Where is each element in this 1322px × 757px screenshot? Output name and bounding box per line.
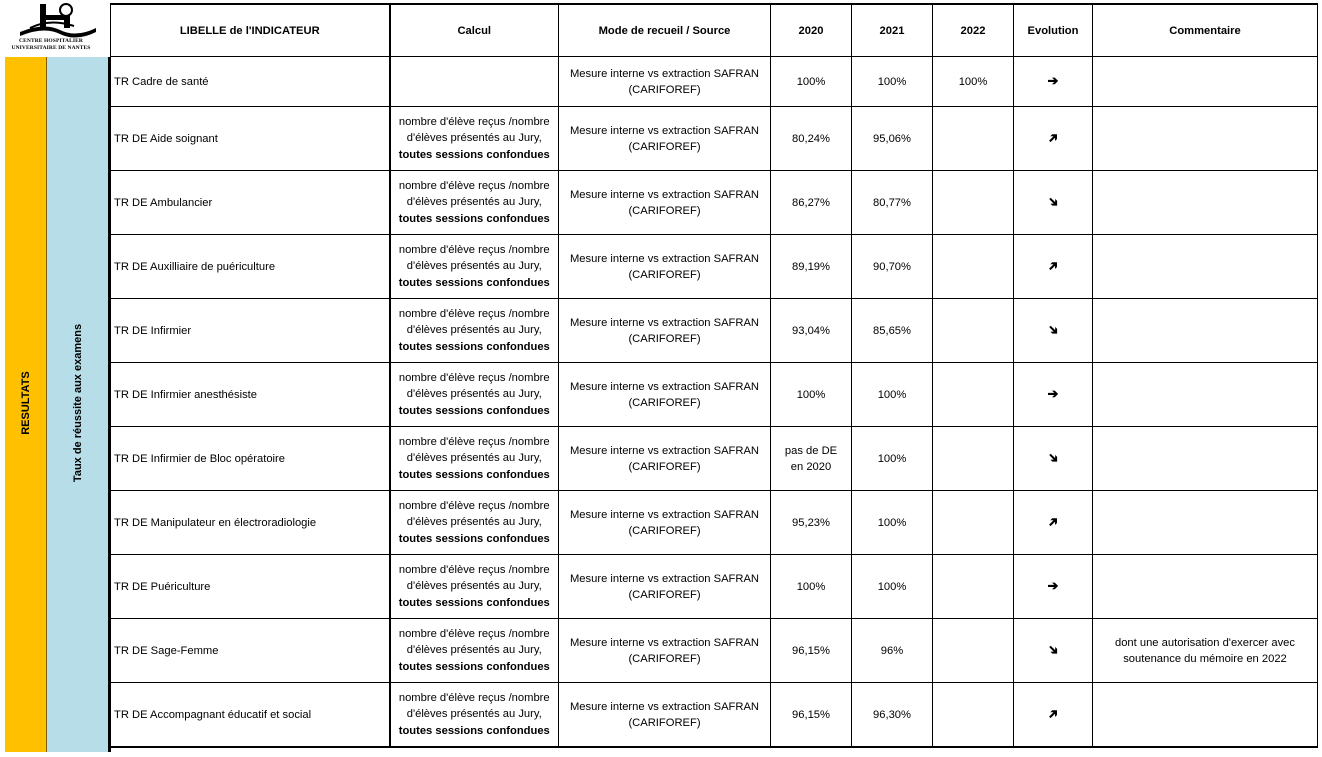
calc-line-3: toutes sessions confondues bbox=[398, 340, 550, 353]
header-commentaire: Commentaire bbox=[1093, 4, 1318, 57]
source-line-1: Mesure interne vs extraction SAFRAN bbox=[569, 444, 759, 457]
comment-cell bbox=[1093, 57, 1318, 107]
source-line-2: (CARIFOREF) bbox=[628, 268, 701, 281]
calc-line-3: toutes sessions confondues bbox=[398, 724, 550, 737]
value-2020 bbox=[771, 57, 852, 107]
value-2022 bbox=[933, 235, 1014, 299]
comment-line-2: soutenance du mémoire en 2022 bbox=[1123, 652, 1287, 665]
source-cell bbox=[559, 57, 771, 107]
source-cell bbox=[559, 299, 771, 363]
logo-emblem bbox=[14, 2, 100, 42]
indicator-label: TR DE Ambulancier bbox=[111, 171, 390, 235]
source-line-1: Mesure interne vs extraction SAFRAN bbox=[569, 700, 759, 713]
value-2020-line-2: en 2020 bbox=[790, 460, 832, 473]
value-2022 bbox=[933, 683, 1014, 748]
source-line-2: (CARIFOREF) bbox=[628, 396, 701, 409]
value-2022 bbox=[933, 363, 1014, 427]
calc-line-2: d'élèves présentés au Jury, bbox=[406, 324, 542, 337]
evolution-arrow-icon: ➔ bbox=[1047, 578, 1059, 593]
evolution-cell bbox=[1014, 491, 1093, 555]
source-line-2: (CARIFOREF) bbox=[628, 652, 701, 665]
header-libelle: LIBELLE de l'INDICATEUR bbox=[111, 4, 390, 57]
value-2020 bbox=[771, 427, 852, 491]
calc-line-2: d'élèves présentés au Jury, bbox=[406, 388, 542, 401]
calc-line-2: d'élèves présentés au Jury, bbox=[406, 644, 542, 657]
calc-line-2: d'élèves présentés au Jury, bbox=[406, 708, 542, 721]
value-2020 bbox=[771, 107, 852, 171]
value-2020 bbox=[771, 171, 852, 235]
value-2022 bbox=[933, 107, 1014, 171]
header-evolution: Evolution bbox=[1014, 4, 1093, 57]
calc-line-2: d'élèves présentés au Jury, bbox=[406, 452, 542, 465]
value-2021: 96,30% bbox=[852, 683, 933, 748]
value-2022: 100% bbox=[933, 57, 1014, 107]
calc-cell bbox=[390, 363, 559, 427]
section-label: RESULTATS bbox=[20, 371, 32, 435]
evolution-arrow-icon: ➔ bbox=[1047, 386, 1059, 401]
source-line-2: (CARIFOREF) bbox=[628, 524, 701, 537]
evolution-cell bbox=[1014, 427, 1093, 491]
header-2020: 2020 bbox=[771, 4, 852, 57]
source-line-1: Mesure interne vs extraction SAFRAN bbox=[569, 508, 759, 521]
calc-line-2: d'élèves présentés au Jury, bbox=[406, 580, 542, 593]
comment-cell bbox=[1093, 171, 1318, 235]
value-2022 bbox=[933, 299, 1014, 363]
source-line-2: (CARIFOREF) bbox=[628, 716, 701, 729]
source-line-2: (CARIFOREF) bbox=[628, 204, 701, 217]
indicator-label: TR DE Sage-Femme bbox=[111, 619, 390, 683]
indicator-label: TR DE Infirmier anesthésiste bbox=[111, 363, 390, 427]
value-2021: 80,77% bbox=[852, 171, 933, 235]
value-2020-line-1: 100% bbox=[796, 580, 826, 593]
calc-cell bbox=[390, 57, 559, 107]
source-line-1: Mesure interne vs extraction SAFRAN bbox=[569, 636, 759, 649]
table-row bbox=[111, 427, 1318, 491]
source-line-2: (CARIFOREF) bbox=[628, 83, 701, 96]
calc-cell bbox=[390, 491, 559, 555]
evolution-arrow-icon: ➔ bbox=[1043, 512, 1062, 531]
source-cell bbox=[559, 235, 771, 299]
comment-cell bbox=[1093, 683, 1318, 748]
evolution-cell bbox=[1014, 363, 1093, 427]
category-label: Taux de réussite aux examens bbox=[72, 323, 84, 483]
table-row bbox=[111, 491, 1318, 555]
comment-cell bbox=[1093, 555, 1318, 619]
value-2020-line-1: 86,27% bbox=[792, 196, 830, 209]
logo-caption bbox=[4, 38, 98, 51]
table-row bbox=[111, 683, 1318, 748]
source-cell bbox=[559, 619, 771, 683]
evolution-arrow-icon: ➔ bbox=[1047, 73, 1059, 88]
calc-line-2: d'élèves présentés au Jury, bbox=[406, 132, 542, 145]
source-line-1: Mesure interne vs extraction SAFRAN bbox=[569, 67, 759, 80]
value-2022 bbox=[933, 491, 1014, 555]
value-2021: 100% bbox=[852, 363, 933, 427]
calc-line-1: nombre d'élève reçus /nombre bbox=[398, 243, 550, 256]
calc-line-3: toutes sessions confondues bbox=[398, 596, 550, 609]
value-2020-line-1: 95,23% bbox=[792, 516, 830, 529]
indicator-label: TR DE Manipulateur en électroradiologie bbox=[111, 491, 390, 555]
indicator-label: TR DE Aide soignant bbox=[111, 107, 390, 171]
value-2020-line-1: 96,15% bbox=[792, 708, 830, 721]
comment-cell bbox=[1093, 427, 1318, 491]
calc-cell bbox=[390, 107, 559, 171]
calc-line-3: toutes sessions confondues bbox=[398, 468, 550, 481]
logo-caption-line-1: CENTRE HOSPITALIER bbox=[19, 38, 83, 44]
calc-line-2: d'élèves présentés au Jury, bbox=[406, 516, 542, 529]
header-2021: 2021 bbox=[852, 4, 933, 57]
evolution-arrow-icon: ➔ bbox=[1044, 448, 1063, 467]
evolution-arrow-icon: ➔ bbox=[1044, 192, 1063, 211]
comment-cell bbox=[1093, 491, 1318, 555]
value-2022 bbox=[933, 619, 1014, 683]
value-2021: 85,65% bbox=[852, 299, 933, 363]
source-line-2: (CARIFOREF) bbox=[628, 140, 701, 153]
table-row bbox=[111, 619, 1318, 683]
source-line-2: (CARIFOREF) bbox=[628, 588, 701, 601]
calc-line-3: toutes sessions confondues bbox=[398, 276, 550, 289]
comment-cell bbox=[1093, 235, 1318, 299]
value-2020 bbox=[771, 683, 852, 748]
source-line-1: Mesure interne vs extraction SAFRAN bbox=[569, 316, 759, 329]
table-row bbox=[111, 363, 1318, 427]
calc-cell bbox=[390, 235, 559, 299]
comment-cell bbox=[1093, 107, 1318, 171]
evolution-cell bbox=[1014, 683, 1093, 748]
source-line-1: Mesure interne vs extraction SAFRAN bbox=[569, 188, 759, 201]
comment-cell bbox=[1093, 619, 1318, 683]
calc-line-1: nombre d'élève reçus /nombre bbox=[398, 115, 550, 128]
value-2020 bbox=[771, 235, 852, 299]
value-2020-line-1: 93,04% bbox=[792, 324, 830, 337]
calc-cell bbox=[390, 683, 559, 748]
evolution-cell bbox=[1014, 555, 1093, 619]
header-source: Mode de recueil / Source bbox=[559, 4, 771, 57]
source-cell bbox=[559, 107, 771, 171]
calc-line-1: nombre d'élève reçus /nombre bbox=[398, 499, 550, 512]
value-2020-line-1: 100% bbox=[796, 75, 826, 88]
value-2021: 100% bbox=[852, 427, 933, 491]
calc-line-1: nombre d'élève reçus /nombre bbox=[398, 179, 550, 192]
calc-cell bbox=[390, 171, 559, 235]
value-2020 bbox=[771, 555, 852, 619]
calc-line-2: d'élèves présentés au Jury, bbox=[406, 260, 542, 273]
evolution-cell bbox=[1014, 107, 1093, 171]
comment-cell bbox=[1093, 299, 1318, 363]
value-2020 bbox=[771, 363, 852, 427]
value-2021: 100% bbox=[852, 491, 933, 555]
indicator-label: TR DE Auxilliaire de puériculture bbox=[111, 235, 390, 299]
value-2020-line-1: 80,24% bbox=[792, 132, 830, 145]
indicator-table bbox=[110, 3, 1318, 748]
source-cell bbox=[559, 683, 771, 748]
calc-line-1: nombre d'élève reçus /nombre bbox=[398, 627, 550, 640]
indicator-label: TR DE Infirmier de Bloc opératoire bbox=[111, 427, 390, 491]
indicator-label: TR DE Accompagnant éducatif et social bbox=[111, 683, 390, 748]
indicator-label: TR DE Infirmier bbox=[111, 299, 390, 363]
calc-line-3: toutes sessions confondues bbox=[398, 404, 550, 417]
indicator-label: TR Cadre de santé bbox=[111, 57, 390, 107]
calc-line-3: toutes sessions confondues bbox=[398, 212, 550, 225]
section-band bbox=[5, 57, 47, 752]
evolution-arrow-icon: ➔ bbox=[1044, 320, 1063, 339]
source-cell bbox=[559, 363, 771, 427]
calc-line-3: toutes sessions confondues bbox=[398, 660, 550, 673]
source-line-1: Mesure interne vs extraction SAFRAN bbox=[569, 572, 759, 585]
value-2020-line-1: 96,15% bbox=[792, 644, 830, 657]
value-2021: 90,70% bbox=[852, 235, 933, 299]
value-2020 bbox=[771, 299, 852, 363]
calc-line-1: nombre d'élève reçus /nombre bbox=[398, 563, 550, 576]
evolution-cell bbox=[1014, 171, 1093, 235]
comment-cell bbox=[1093, 363, 1318, 427]
value-2020-line-1: 89,19% bbox=[792, 260, 830, 273]
evolution-arrow-icon: ➔ bbox=[1044, 640, 1063, 659]
table-row bbox=[111, 235, 1318, 299]
value-2020 bbox=[771, 491, 852, 555]
calc-cell bbox=[390, 299, 559, 363]
value-2021: 100% bbox=[852, 555, 933, 619]
evolution-arrow-icon: ➔ bbox=[1043, 256, 1062, 275]
evolution-cell bbox=[1014, 619, 1093, 683]
calc-line-3: toutes sessions confondues bbox=[398, 532, 550, 545]
source-cell bbox=[559, 427, 771, 491]
value-2022 bbox=[933, 171, 1014, 235]
table-row bbox=[111, 57, 1318, 107]
evolution-arrow-icon: ➔ bbox=[1043, 128, 1062, 147]
value-2022 bbox=[933, 427, 1014, 491]
calc-cell bbox=[390, 619, 559, 683]
source-cell bbox=[559, 171, 771, 235]
comment-line-1: dont une autorisation d'exercer avec bbox=[1114, 636, 1295, 649]
table-row bbox=[111, 171, 1318, 235]
evolution-arrow-icon: ➔ bbox=[1043, 704, 1062, 723]
value-2020 bbox=[771, 619, 852, 683]
value-2021: 96% bbox=[852, 619, 933, 683]
source-cell bbox=[559, 555, 771, 619]
evolution-cell bbox=[1014, 57, 1093, 107]
evolution-cell bbox=[1014, 299, 1093, 363]
logo-caption-line-2: UNIVERSITAIRE DE NANTES bbox=[11, 44, 91, 51]
value-2020-line-1: pas de DE bbox=[784, 444, 838, 457]
source-line-2: (CARIFOREF) bbox=[628, 460, 701, 473]
header-row bbox=[111, 4, 1318, 57]
header-calcul: Calcul bbox=[390, 4, 559, 57]
category-band bbox=[47, 57, 111, 752]
evolution-cell bbox=[1014, 235, 1093, 299]
source-line-1: Mesure interne vs extraction SAFRAN bbox=[569, 124, 759, 137]
source-line-1: Mesure interne vs extraction SAFRAN bbox=[569, 252, 759, 265]
calc-line-1: nombre d'élève reçus /nombre bbox=[398, 307, 550, 320]
table-row bbox=[111, 299, 1318, 363]
indicator-label: TR DE Puériculture bbox=[111, 555, 390, 619]
value-2021: 95,06% bbox=[852, 107, 933, 171]
source-cell bbox=[559, 491, 771, 555]
calc-line-1: nombre d'élève reçus /nombre bbox=[398, 371, 550, 384]
calc-line-2: d'élèves présentés au Jury, bbox=[406, 196, 542, 209]
table-row bbox=[111, 555, 1318, 619]
header-2022: 2022 bbox=[933, 4, 1014, 57]
value-2021: 100% bbox=[852, 57, 933, 107]
calc-line-1: nombre d'élève reçus /nombre bbox=[398, 691, 550, 704]
table-row bbox=[111, 107, 1318, 171]
calc-line-3: toutes sessions confondues bbox=[398, 148, 550, 161]
calc-cell bbox=[390, 555, 559, 619]
source-line-2: (CARIFOREF) bbox=[628, 332, 701, 345]
calc-line-1: nombre d'élève reçus /nombre bbox=[398, 435, 550, 448]
calc-cell bbox=[390, 427, 559, 491]
value-2020-line-1: 100% bbox=[796, 388, 826, 401]
source-line-1: Mesure interne vs extraction SAFRAN bbox=[569, 380, 759, 393]
value-2022 bbox=[933, 555, 1014, 619]
